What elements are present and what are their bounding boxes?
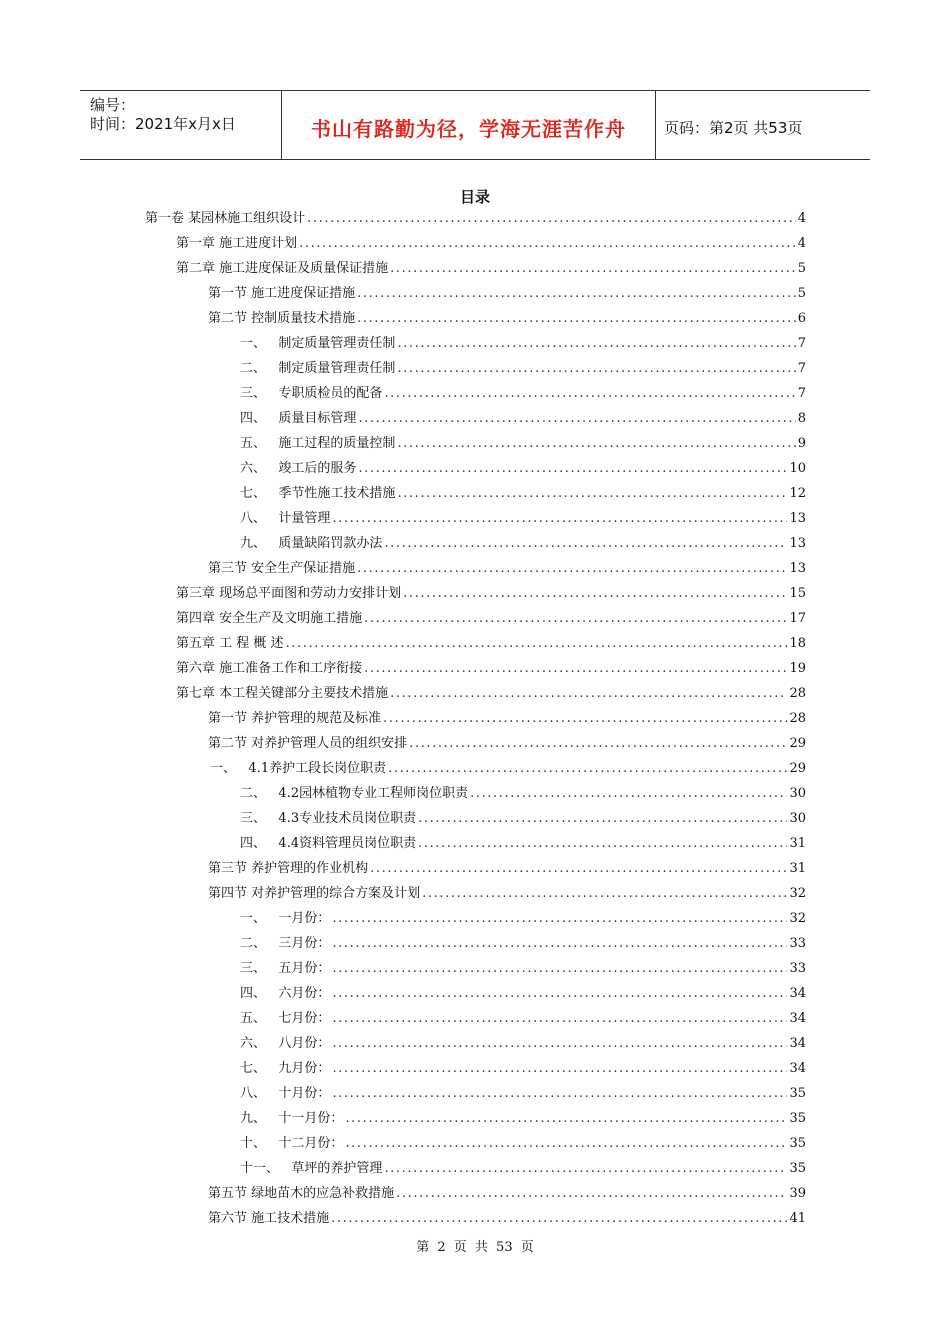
toc-entry-number: 二、	[240, 936, 267, 951]
toc-leader-dots	[396, 1183, 787, 1205]
toc-entry-title: 施工进度保证措施	[251, 286, 356, 301]
toc-entry[interactable]	[176, 608, 806, 630]
toc-entry-page: 28	[789, 686, 806, 701]
toc-entry[interactable]	[240, 508, 806, 530]
toc-entry[interactable]	[240, 1133, 806, 1155]
toc-entry-page: 41	[789, 1211, 806, 1226]
toc-entry[interactable]	[176, 233, 806, 255]
toc-entry-title: 施工进度保证及质量保证措施	[219, 261, 389, 276]
toc-leader-dots	[388, 758, 787, 780]
toc-entry-number: 第四章	[176, 611, 216, 626]
page-header	[80, 90, 870, 160]
toc-entry-page: 12	[789, 486, 806, 501]
toc-leader-dots	[307, 208, 796, 230]
toc-entry-page: 33	[789, 961, 806, 976]
toc-entry-number: 第五节	[208, 1186, 248, 1201]
toc-entry-title: 现场总平面图和劳动力安排计划	[219, 586, 402, 601]
toc-leader-dots	[390, 258, 796, 280]
toc-entry-page: 29	[789, 736, 806, 751]
toc-leader-dots	[403, 583, 787, 605]
toc-entry-page: 33	[789, 936, 806, 951]
toc-entry-number: 第一节	[208, 286, 248, 301]
toc-entry-page: 5	[797, 261, 806, 276]
toc-entry-number: 六、	[240, 1036, 267, 1051]
toc-leader-dots	[358, 408, 795, 430]
toc-entry[interactable]	[240, 783, 806, 805]
toc-entry-number: 一、	[210, 761, 237, 776]
toc-entry[interactable]	[176, 258, 806, 280]
toc-entry[interactable]	[240, 1083, 806, 1105]
toc-entry-title: 对养护管理的综合方案及计划	[251, 886, 421, 901]
toc-entry[interactable]	[145, 208, 806, 230]
toc-entry-title: 九月份：	[278, 1061, 331, 1076]
toc-entry-page: 31	[789, 836, 806, 851]
toc-entry[interactable]	[240, 808, 806, 830]
toc-entry-title: 七月份：	[278, 1011, 331, 1026]
toc-entry-title: 六月份：	[278, 986, 331, 1001]
toc-entry-page: 32	[789, 886, 806, 901]
toc-leader-dots	[364, 658, 787, 680]
toc-entry-number: 第三章	[176, 586, 216, 601]
toc-leader-dots	[332, 1083, 787, 1105]
toc-entry[interactable]	[240, 833, 806, 855]
toc-entry-title: 五月份：	[278, 961, 331, 976]
toc-entry[interactable]	[208, 1183, 806, 1205]
toc-entry-number: 第二节	[208, 311, 248, 326]
toc-leader-dots	[384, 533, 787, 555]
toc-leader-dots	[332, 983, 787, 1005]
toc-entry-title: 养护管理的规范及标准	[251, 711, 382, 726]
toc-entry-number: 二、	[240, 361, 267, 376]
toc-entry-page: 15	[789, 586, 806, 601]
toc-entry-page: 4	[797, 211, 806, 226]
toc-leader-dots	[383, 708, 787, 730]
toc-entry-page: 28	[789, 711, 806, 726]
toc-entry-title: 十一月份：	[278, 1111, 344, 1126]
toc-leader-dots	[364, 608, 787, 630]
toc-entry-title: 施工进度计划	[219, 236, 298, 251]
toc-entry-title: 对养护管理人员的组织安排	[251, 736, 408, 751]
toc-leader-dots	[286, 633, 788, 655]
toc-entry-number: 九、	[240, 536, 267, 551]
toc-entry-title: 质量缺陷罚款办法	[278, 536, 383, 551]
header-page-cell	[656, 91, 870, 159]
toc-entry-title: 养护管理的作业机构	[251, 861, 369, 876]
toc-entry-number: 一、	[240, 911, 267, 926]
toc-entry-title: 十月份：	[278, 1086, 331, 1101]
toc-entry-title: 施工技术措施	[251, 1211, 330, 1226]
toc-entry-number: 七、	[240, 486, 267, 501]
toc-entry[interactable]	[240, 1008, 806, 1030]
toc-entry-number: 第二章	[176, 261, 216, 276]
toc-entry-number: 第三节	[208, 561, 248, 576]
toc-entry-title: 施工过程的质量控制	[278, 436, 396, 451]
toc-leader-dots	[418, 808, 787, 830]
toc-entry-page: 34	[789, 1061, 806, 1076]
toc-entry-title: 专职质检员的配备	[278, 386, 383, 401]
header-info-cell	[80, 91, 280, 159]
toc-entry[interactable]	[208, 708, 806, 730]
toc-entry-number: 一、	[240, 336, 267, 351]
toc-entry-number: 第四节	[208, 886, 248, 901]
toc-entry[interactable]	[240, 1058, 806, 1080]
toc-leader-dots	[332, 1008, 787, 1030]
toc-entry[interactable]	[240, 983, 806, 1005]
toc-leader-dots	[397, 358, 795, 380]
toc-entry-number: 第六节	[208, 1211, 248, 1226]
toc-leader-dots	[332, 908, 787, 930]
toc-entry-number: 四、	[240, 411, 267, 426]
toc-entry-title: 4.1养护工段长岗位职责	[248, 761, 387, 776]
toc-leader-dots	[397, 333, 795, 355]
toc-leader-dots	[390, 683, 787, 705]
toc-entry-number: 四、	[240, 986, 267, 1001]
toc-entry-number: 三、	[240, 811, 267, 826]
toc-leader-dots	[357, 558, 787, 580]
toc-entry-page: 39	[789, 1186, 806, 1201]
toc-entry-page: 7	[797, 336, 806, 351]
toc-leader-dots	[332, 1058, 787, 1080]
toc-entry-number: 三、	[240, 386, 267, 401]
toc-entry-page: 30	[789, 786, 806, 801]
toc-entry[interactable]	[240, 433, 806, 455]
toc-entry[interactable]	[240, 908, 806, 930]
toc-entry[interactable]	[176, 683, 806, 705]
toc-leader-dots	[409, 733, 787, 755]
toc-entry-title: 安全生产及文明施工措施	[219, 611, 363, 626]
toc-entry-title: 竣工后的服务	[278, 461, 357, 476]
toc-entry-number: 八、	[240, 511, 267, 526]
toc-entry[interactable]	[240, 458, 806, 480]
toc-entry-page: 18	[789, 636, 806, 651]
toc-leader-dots	[345, 1133, 787, 1155]
toc-entry-title: 某园林施工组织设计	[188, 211, 306, 226]
toc-entry-title: 三月份：	[278, 936, 331, 951]
toc-entry-page: 5	[797, 286, 806, 301]
toc-entry-number: 六、	[240, 461, 267, 476]
toc-entry-number: 第一章	[176, 236, 216, 251]
toc-entry[interactable]	[240, 1033, 806, 1055]
toc-entry-page: 31	[789, 861, 806, 876]
toc-entry-number: 第一卷	[145, 211, 185, 226]
toc-leader-dots	[331, 1208, 787, 1230]
toc-entry[interactable]	[176, 583, 806, 605]
toc-entry-title: 4.4资料管理员岗位职责	[278, 836, 417, 851]
toc-entry-number: 第二节	[208, 736, 248, 751]
toc-leader-dots	[357, 308, 796, 330]
page-footer: 第 2 页 共 53 页	[416, 1240, 534, 1255]
toc-entry-title: 施工准备工作和工序衔接	[219, 661, 363, 676]
toc-leader-dots	[397, 433, 795, 455]
toc-entry-page: 13	[789, 561, 806, 576]
toc-entry-number: 十一、	[240, 1161, 280, 1176]
toc-entry[interactable]	[208, 858, 806, 880]
toc-entry[interactable]	[208, 883, 806, 905]
toc-entry[interactable]	[208, 1208, 806, 1230]
toc-entry-number: 第三节	[208, 861, 248, 876]
toc-entry-page: 7	[797, 361, 806, 376]
toc-entry-number: 三、	[240, 961, 267, 976]
page-number-label: 页码：第2页 共53页	[664, 119, 803, 137]
toc-leader-dots	[358, 458, 787, 480]
toc-entry-title: 绿地苗木的应急补救措施	[251, 1186, 395, 1201]
toc-entry-page: 35	[789, 1086, 806, 1101]
toc-entry-title: 计量管理	[278, 511, 331, 526]
toc-entry[interactable]	[208, 733, 806, 755]
toc-entry-page: 4	[797, 236, 806, 251]
toc-entry-page: 19	[789, 661, 806, 676]
toc-leader-dots	[332, 958, 787, 980]
toc-entry-page: 34	[789, 1011, 806, 1026]
toc-entry[interactable]	[240, 1158, 806, 1180]
toc-entry-number: 第五章	[176, 636, 216, 651]
header-motto-cell	[281, 91, 656, 159]
toc-entry[interactable]	[240, 383, 806, 405]
toc-entry-page: 30	[789, 811, 806, 826]
toc-leader-dots	[370, 858, 787, 880]
toc-entry-page: 7	[797, 386, 806, 401]
toc-title: 目录	[459, 188, 490, 206]
toc-entry-page: 29	[789, 761, 806, 776]
toc-leader-dots	[332, 508, 787, 530]
toc-entry-title: 草坪的养护管理	[291, 1161, 383, 1176]
toc-entry-page: 34	[789, 1036, 806, 1051]
toc-entry-number: 七、	[240, 1061, 267, 1076]
toc-entry-page: 32	[789, 911, 806, 926]
time-label: 时间：2021年x月x日	[90, 115, 236, 133]
toc-entry-page: 13	[789, 511, 806, 526]
motto-text: 书山有路勤为径，学海无涯苦作舟	[311, 117, 626, 141]
toc-entry-number: 十、	[240, 1136, 267, 1151]
toc-leader-dots	[470, 783, 787, 805]
toc-leader-dots	[384, 1158, 787, 1180]
toc-entry-title: 4.2园林植物专业工程师岗位职责	[278, 786, 469, 801]
toc-entry-title: 八月份：	[278, 1036, 331, 1051]
toc-entry-title: 质量目标管理	[278, 411, 357, 426]
toc-entry[interactable]	[240, 533, 806, 555]
toc-entry[interactable]	[176, 658, 806, 680]
toc-entry-number: 五、	[240, 1011, 267, 1026]
toc-leader-dots	[397, 483, 787, 505]
toc-entry-title: 季节性施工技术措施	[278, 486, 396, 501]
toc-entry-title: 制定质量管理责任制	[278, 361, 396, 376]
toc-leader-dots	[418, 833, 787, 855]
toc-entry[interactable]	[240, 408, 806, 430]
toc-entry-number: 第六章	[176, 661, 216, 676]
toc-entry[interactable]	[240, 358, 806, 380]
toc-entry-number: 第一节	[208, 711, 248, 726]
toc-entry-title: 控制质量技术措施	[251, 311, 356, 326]
code-label: 编号：	[90, 96, 136, 114]
toc-entry-page: 8	[797, 411, 806, 426]
toc-entry[interactable]	[240, 333, 806, 355]
toc-entry[interactable]	[240, 483, 806, 505]
toc-leader-dots	[345, 1108, 787, 1130]
toc-leader-dots	[384, 383, 795, 405]
toc-entry-number: 四、	[240, 836, 267, 851]
toc-entry-title: 十二月份：	[278, 1136, 344, 1151]
toc-entry-title: 一月份：	[278, 911, 331, 926]
toc-entry-number: 二、	[240, 786, 267, 801]
toc-entry[interactable]	[208, 308, 806, 330]
toc-entry-title: 安全生产保证措施	[251, 561, 356, 576]
toc-leader-dots	[299, 233, 796, 255]
toc-entry[interactable]	[176, 633, 806, 655]
toc-entry[interactable]	[210, 758, 806, 780]
toc-entry[interactable]	[208, 558, 806, 580]
toc-leader-dots	[357, 283, 796, 305]
toc-entry[interactable]	[240, 933, 806, 955]
toc-leader-dots	[422, 883, 787, 905]
toc-entry-page: 17	[789, 611, 806, 626]
toc-entry-number: 五、	[240, 436, 267, 451]
toc-entry-number: 九、	[240, 1111, 267, 1126]
toc-entry-number: 八、	[240, 1086, 267, 1101]
toc-entry-page: 35	[789, 1111, 806, 1126]
toc-entry-title: 本工程关键部分主要技术措施	[219, 686, 389, 701]
toc-entry-number: 第七章	[176, 686, 216, 701]
toc-entry[interactable]	[208, 283, 806, 305]
toc-entry-title: 工 程 概 述	[219, 636, 284, 651]
toc-entry-title: 制定质量管理责任制	[278, 336, 396, 351]
toc-leader-dots	[332, 1033, 787, 1055]
toc-entry-page: 13	[789, 536, 806, 551]
toc-entry-page: 35	[789, 1161, 806, 1176]
toc-entry-page: 35	[789, 1136, 806, 1151]
toc-entry[interactable]	[240, 1108, 806, 1130]
toc-entry[interactable]	[240, 958, 806, 980]
toc-entry-page: 9	[797, 436, 806, 451]
toc-leader-dots	[332, 933, 787, 955]
toc-entry-page: 10	[789, 461, 806, 476]
toc-entry-page: 6	[797, 311, 806, 326]
toc-entry-title: 4.3专业技术员岗位职责	[278, 811, 417, 826]
toc-entry-page: 34	[789, 986, 806, 1001]
